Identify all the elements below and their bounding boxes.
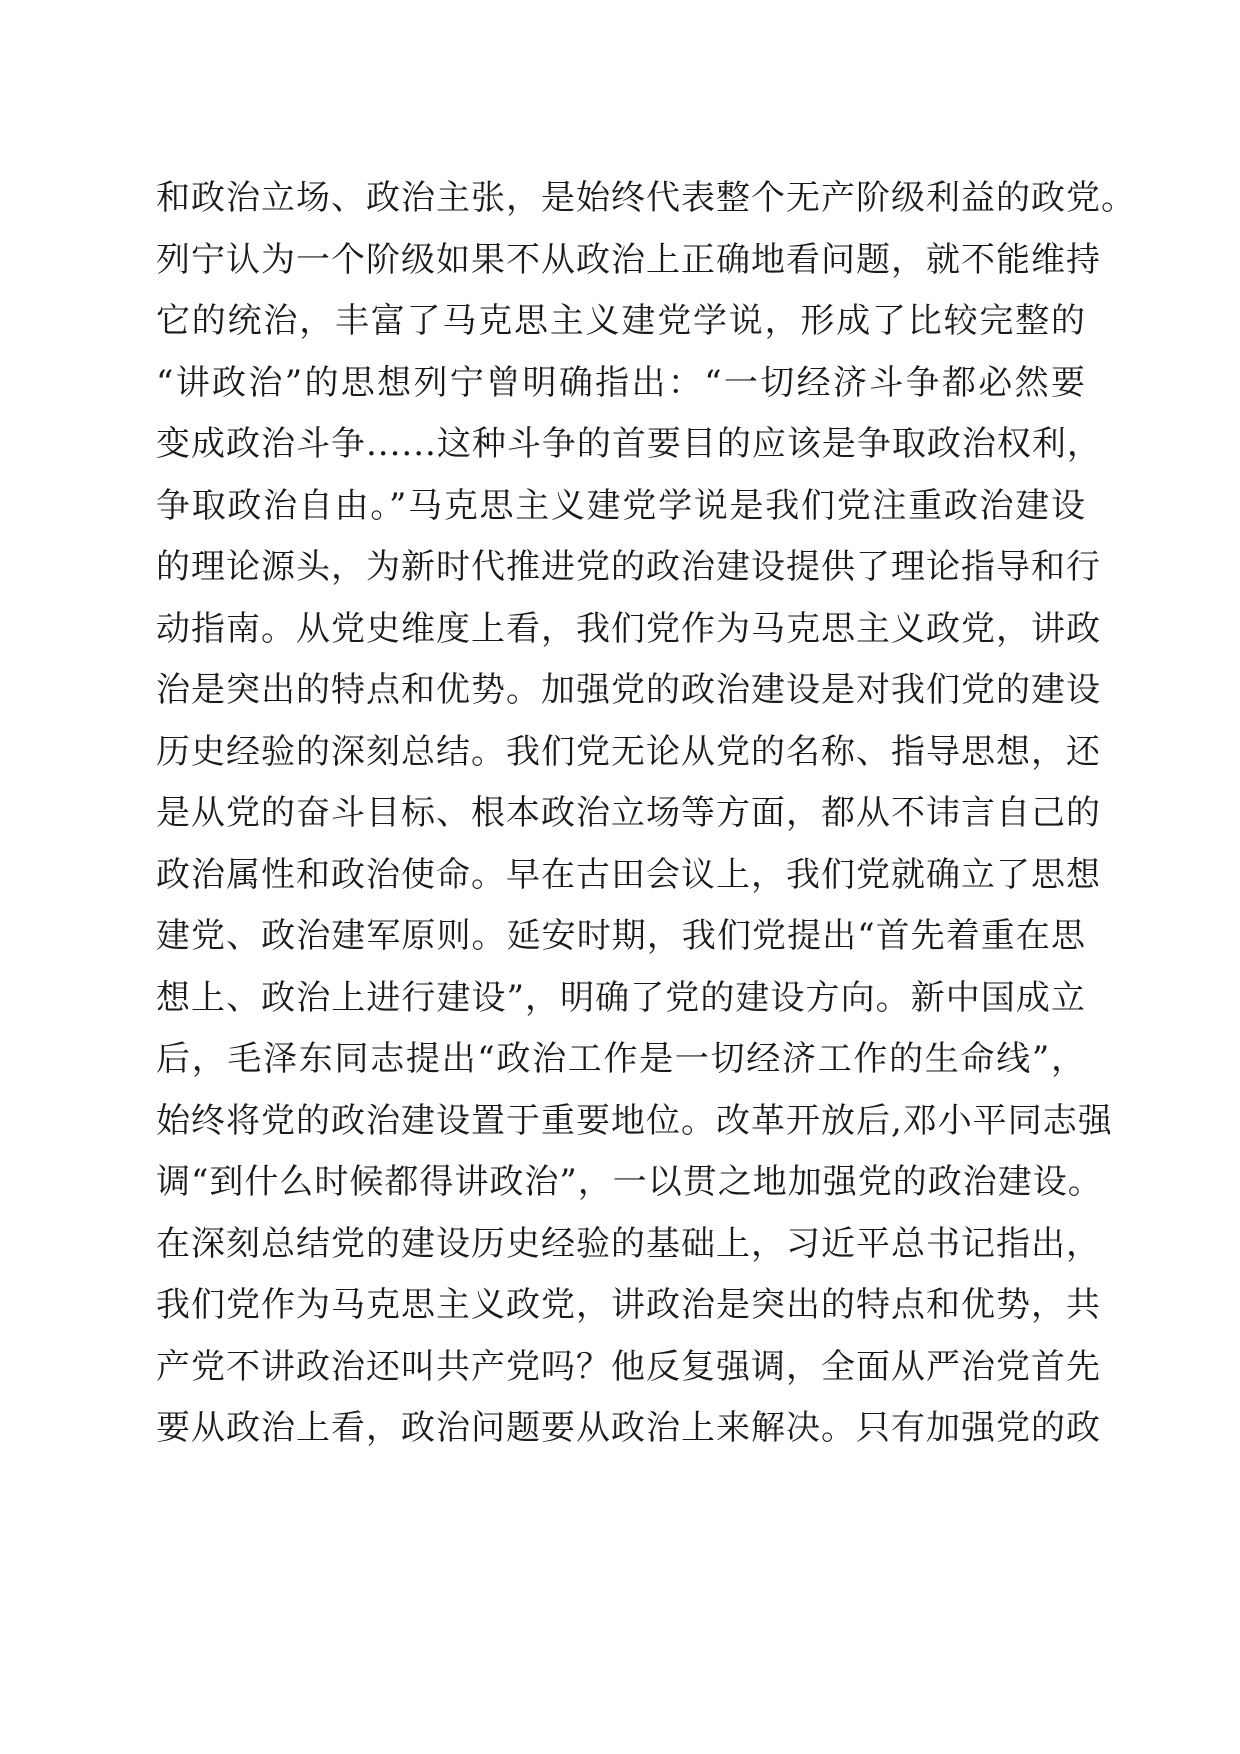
text-line: 历史经验的深刻总结。我们党无论从党的名称、指导思想，还 [156,731,1101,772]
text-line: 动指南。从党史维度上看，我们党作为马克思主义政党，讲政 [156,608,1101,649]
text-line: 政治属性和政治使命。早在古田会议上，我们党就确立了思想 [156,854,1101,895]
text-line: 治是突出的特点和优势。加强党的政治建设是对我们党的建设 [156,670,1101,710]
text-line: 后，毛泽东同志提出“政治工作是一切经济工作的生命线”， [156,1039,1086,1079]
text-line: 的理论源头，为新时代推进党的政治建设提供了理论指导和行 [156,547,1101,587]
text-line: 和政治立场、政治主张，是始终代表整个无产阶级利益的政党。 [156,178,1136,218]
text-line: 产党不讲政治还叫共产党吗？他反复强调，全面从严治党首先 [156,1346,1101,1387]
text-line: 列宁认为一个阶级如果不从政治上正确地看问题，就不能维持 [156,239,1101,280]
text-line: 争取政治自由。”马克思主义建党学说是我们党注重政治建设 [156,485,1086,526]
text-line: 我们党作为马克思主义政党，讲政治是突出的特点和优势，共 [156,1285,1101,1325]
text-line: 它的统治，丰富了马克思主义建党学说，形成了比较完整的 [156,301,1086,341]
text-line: “讲政治”的思想列宁曾明确指出：“一切经济斗争都必然要 [156,362,1086,403]
body-text [156,168,1136,1460]
text-line: 在深刻总结党的建设历史经验的基础上，习近平总书记指出， [156,1223,1101,1264]
text-line: 建党、政治建军原则。延安时期，我们党提出“首先着重在思 [156,916,1086,956]
text-line: 调“到什么时候都得讲政治”，一以贯之地加强党的政治建设。 [156,1162,1103,1202]
text-line: 变成政治斗争......这种斗争的首要目的应该是争取政治权利， [156,424,1102,464]
text-line: 是从党的奋斗目标、根本政治立场等方面，都从不讳言自己的 [156,793,1101,833]
text-line: 始终将党的政治建设置于重要地位。改革开放后,邓小平同志强 [156,1100,1113,1141]
text-line: 想上、政治上进行建设”，明确了党的建设方向。新中国成立 [156,977,1086,1018]
text-line: 要从政治上看，政治问题要从政治上来解决。只有加强党的政 [156,1408,1101,1448]
